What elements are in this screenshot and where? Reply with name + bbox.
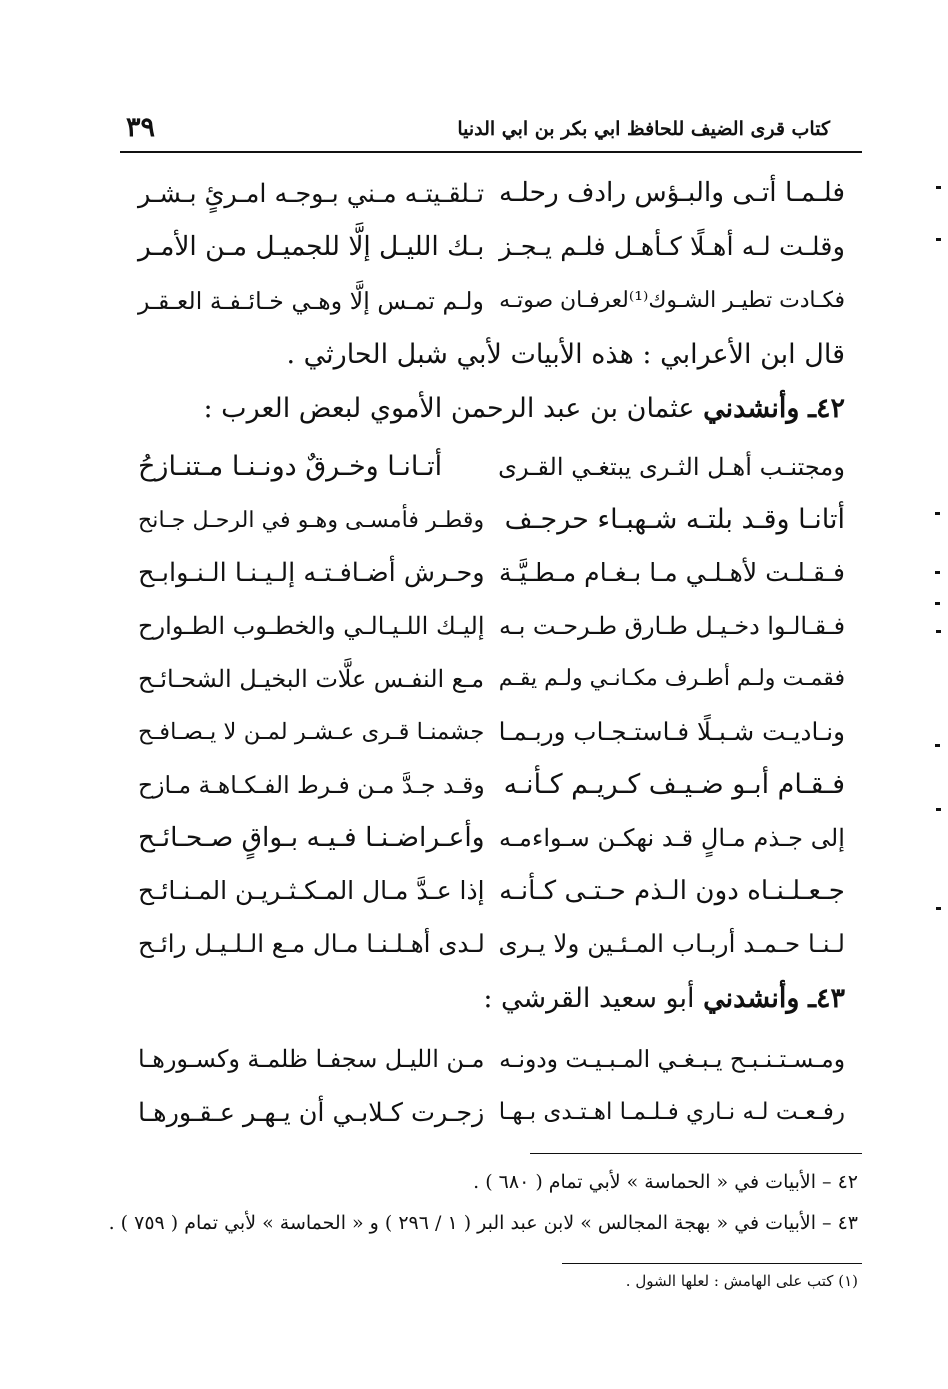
- verse-second-hemistich: وقـد جـدَّ مـن فـرط الفـكـاهـة مـازح: [138, 771, 485, 799]
- verse-first-hemistich: رفـعـت لـه نـاري فـلـمـا اهـتـدى بـهـا: [498, 1099, 845, 1125]
- verse-line: [138, 924, 845, 968]
- verse-second-hemistich: جشمنـا قـرى عـشـر لمـن لا يـصـافـح: [138, 719, 485, 745]
- section-heading-43: [483, 979, 845, 1023]
- verse-line: [138, 227, 845, 271]
- section-lead-word: وأنشدني: [703, 983, 800, 1014]
- header-rule: [120, 151, 862, 153]
- verse-line: [138, 281, 845, 325]
- verse-first-hemistich: إلى جـذم مـالٍ قـد نهكـن سـواءمـه: [499, 824, 845, 852]
- verse-first-hemistich: فـقـام أبـو ضـيـف كـريـم كـأنـه: [503, 769, 845, 800]
- verse-line: [138, 712, 845, 756]
- verse-first-hemistich: فكـادت تطيـر الشـوك⁽¹⁾لعرفـان صوتـه: [499, 288, 845, 313]
- verse-first-hemistich: ومـسـتـنـبـح يـبـغـي المـبـيـت ودونـه: [499, 1045, 845, 1073]
- verse-second-hemistich: أتـانـا وخـرقٌ دونـنـا مـتنـازحُ: [138, 451, 443, 482]
- verse-first-hemistich: فـقـلـت لأهـلـي مـا بـغـام مـطـيَّـة: [498, 558, 845, 587]
- scan-speck: [936, 238, 941, 241]
- page-header: [120, 112, 862, 152]
- scan-speck: [935, 571, 940, 574]
- verse-first-hemistich: فـقـالـوا دخـيـل طـارق طـرحـت بـه: [498, 612, 845, 640]
- verse-second-hemistich: وأعـراضـنـا فـيـه بـواقٍ صـحـائـح: [138, 822, 485, 853]
- verse-line: [138, 765, 845, 809]
- verse-second-hemistich: تـلقـيتـه مـني بـوجـه امـرئٍ بـشـر: [138, 178, 485, 208]
- scan-speck: [935, 512, 940, 515]
- footnote-rule: [530, 1153, 862, 1154]
- verse-line: [138, 553, 845, 597]
- scan-speck: [936, 630, 941, 633]
- verse-first-hemistich: لـنـا حـمـد أربـاب المـئـين ولا يـرى: [498, 929, 845, 958]
- verse-second-hemistich: زجـرت كـلابـي أن يـهـر عـقـورهـا: [138, 1097, 485, 1127]
- footnote-42: ٤٢ – الأبيات في « الحماسة » لأبي تمام ( ٦٨٠ ) .: [473, 1171, 858, 1193]
- verse-line: [138, 659, 845, 703]
- verse-second-hemistich: وحـرش أضـافـتـه إلـيـنـا الـنـوابـح: [138, 558, 485, 588]
- margin-note-footnote: (١) كتب على الهامش : لعلها الشول .: [625, 1272, 858, 1290]
- section-heading-text: أبو سعيد القرشي :: [483, 983, 695, 1014]
- verse-first-hemistich: فقمـت ولـم أطـرف مكـانـي ولـم يقـم: [498, 666, 845, 691]
- scan-speck: [936, 907, 941, 910]
- verse-first-hemistich: جـعـلـنـاه دون الـذم حـتـى كـأنـه: [499, 876, 845, 906]
- section-heading-text: عثمان بن عبد الرحمن الأموي لبعض العرب :: [203, 393, 695, 424]
- verse-first-hemistich: فلـمـا أتـى والبـؤس رادف رحلـه: [499, 178, 845, 208]
- verse-second-hemistich: لـدى أهـلـنـا مـال مـع الـلـيـل رائـح: [138, 929, 485, 958]
- running-title: كتاب قرى الضيف للحافظ ابي بكر بن ابي الدنيا: [457, 118, 830, 140]
- verse-second-hemistich: ولـم تمـس إلَّا وهـي خـائـفـة العـقـر: [138, 287, 484, 315]
- scan-speck: [935, 744, 940, 747]
- verse-second-hemistich: إليـك اللـيـالـي والخطـوب الطـوارح: [138, 612, 485, 640]
- footnote-43: ٤٣ – الأبيات في « بهجة المجالس » لابن عبد البر ( ١ / ٢٩٦ ) و « الحماسة » لأبي تمام ( ٧٥٩ ) .: [108, 1212, 858, 1234]
- verse-first-hemistich: ومجتنـب أهـل الثـرى يبتغـي القـرى: [498, 453, 845, 481]
- verse-first-hemistich: ونـاديـت شـبـلًا فـاستـجـاب وربـمـا: [498, 717, 845, 746]
- verse-first-hemistich: أتانـا وقـد بلتـه شـهبـاء حرجـف: [504, 504, 845, 535]
- section-heading-42: [203, 389, 845, 433]
- verse-line: [138, 447, 845, 491]
- verse-line: [138, 818, 845, 862]
- verse-line: [138, 1039, 845, 1083]
- scan-speck: [935, 602, 940, 605]
- footnote-rule-secondary: [562, 1263, 862, 1264]
- scan-speck: [936, 808, 941, 811]
- attribution-note: قال ابن الأعرابي : هذه الأبيات لأبي شبل الحارثي .: [286, 339, 845, 370]
- verse-line: [138, 500, 845, 544]
- page-number: ٣٩: [126, 112, 156, 143]
- section-number: ٤٢ـ: [808, 393, 845, 424]
- verse-line: [138, 871, 845, 915]
- verse-line: [138, 606, 845, 650]
- verse-line: [138, 173, 845, 217]
- scan-speck: [936, 186, 941, 189]
- verse-second-hemistich: بـك الليـل إلَّا للجميـل مـن الأمـر: [138, 232, 485, 262]
- verse-second-hemistich: وقطـر فأمسـى وهـو في الرحـل جـانح: [138, 507, 485, 533]
- verse-line: [138, 1092, 845, 1136]
- verse-second-hemistich: إذا عـدَّ مـال المـكـثـريـن المـنـائـح: [138, 876, 485, 905]
- verse-first-hemistich: وقلـت لـه أهـلًا كـأهـل فلـم يـجـز: [499, 232, 845, 262]
- verse-second-hemistich: مـن الليـل سجفـا ظلمـة وكسـورهـا: [138, 1045, 485, 1073]
- verse-second-hemistich: مـع النفـس علَّات البخيـل الشحـائـح: [138, 665, 485, 693]
- section-lead-word: وأنشدني: [703, 393, 800, 424]
- section-number: ٤٣ـ: [808, 983, 845, 1014]
